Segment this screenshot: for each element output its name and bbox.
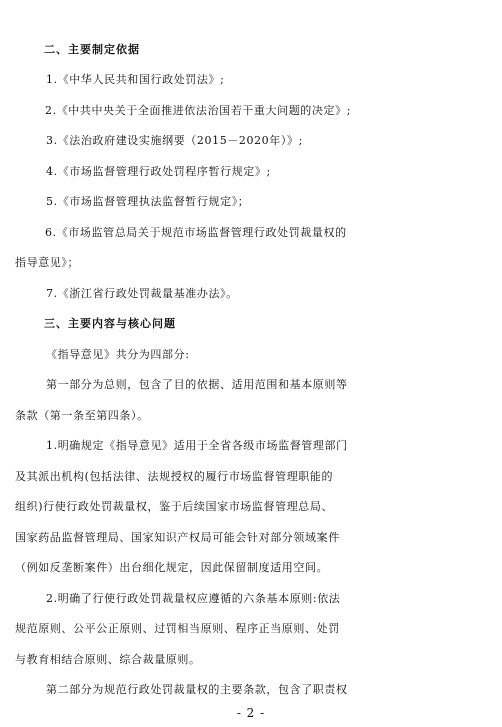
list-item: 5.《市场监督管理执法监督暂行规定》； <box>46 195 250 209</box>
paragraph-line: 2.明确了行使行政处罚裁量权应遵循的六条基本原则:依法 <box>46 591 341 605</box>
list-item: 4.《市场监督管理行政处罚程序暂行规定》; <box>46 164 271 178</box>
list-item: 1.《中华人民共和国行政处罚法》; <box>46 73 225 87</box>
paragraph-line: 及其派出机构(包括法律、法规授权的履行市场监督管理职能的 <box>15 469 334 483</box>
list-item: 2.《中共中央关于全面推进依法治国若干重大问题的决定》; <box>45 103 351 117</box>
paragraph-line: （例如反垄断案件）出台细化规定，因此保留制度适用空间。 <box>15 561 329 575</box>
paragraph-line: 第一部分为总则，包含了目的依据、适用范围和基本原则等 <box>46 378 348 392</box>
paragraph-line: 与教育相结合原则、综合裁量原则。 <box>15 652 201 666</box>
section-heading: 二、主要制定依据 <box>44 43 140 56</box>
paragraph-line: 1.明确规定《指导意见》适用于全省各级市场监督管理部门 <box>46 439 348 453</box>
list-item: 7.《浙江省行政处罚裁量基准办法》。 <box>46 286 238 300</box>
section-heading: 三、主要内容与核心问题 <box>44 317 176 331</box>
list-item-continuation: 指导意见》； <box>15 256 80 270</box>
page-number: - 2 - <box>236 706 266 720</box>
paragraph-line: 第二部分为规范行政处罚裁量权的主要条款，包含了职责权 <box>46 683 348 696</box>
paragraph-line: 国家药品监督管理局、国家知识产权局可能会针对部分领域案件 <box>15 530 340 544</box>
list-item: 3.《法治政府建设实施纲要（2015－2020年）》; <box>46 134 303 148</box>
list-item: 6.《市场监管总局关于规范市场监督管理行政处罚裁量权的 <box>45 225 347 239</box>
paragraph-line: 《指导意见》共分为四部分: <box>46 347 190 361</box>
paragraph-line: 条款（第一条至第四条）。 <box>15 408 149 422</box>
paragraph-line: 组织)行使行政处罚裁量权，鉴于后续国家市场监督管理总局、 <box>15 500 334 514</box>
paragraph-line: 规范原则、公平公正原则、过罚相当原则、程序正当原则、处罚 <box>15 622 340 636</box>
